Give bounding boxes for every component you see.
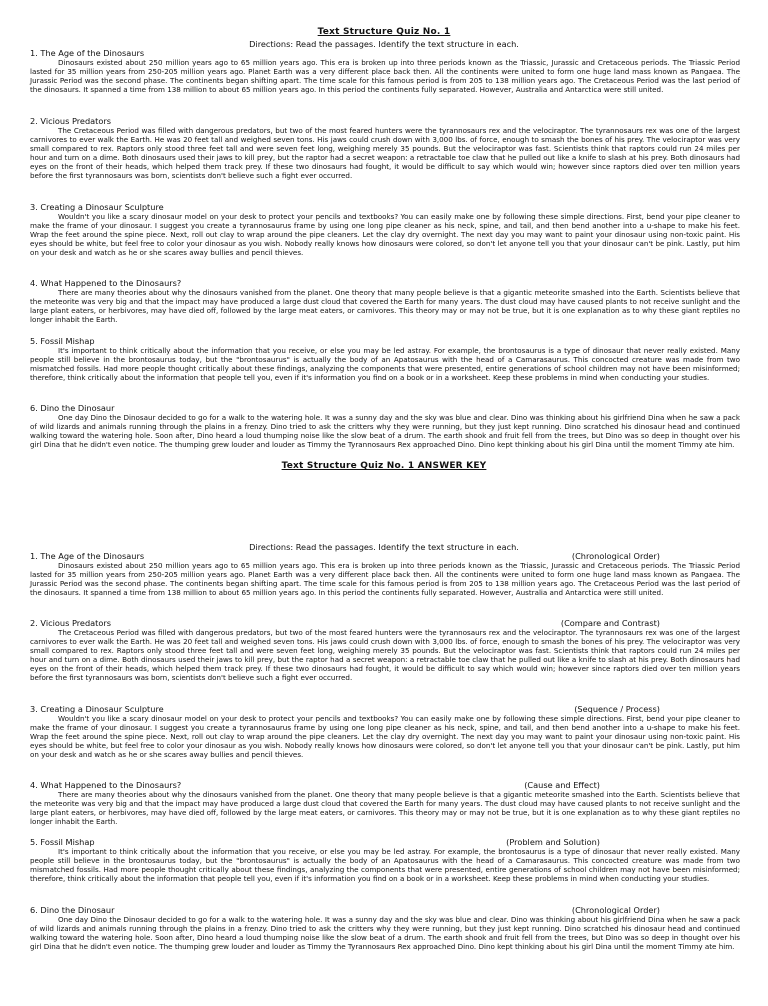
answer-label: (Compare and Contrast) (560, 618, 660, 628)
section-heading: 1. The Age of the Dinosaurs (30, 48, 145, 58)
section-paragraph: Dinosaurs existed about 250 million years ago to 65 million years ago. This era is broken up into three periods known as the Triassic, Jurassic and Cretaceous periods. The Triassic Period lasted for 35 million years from 250-205 million years ago. Planet Earth was a very different place back then. All the continents were united to form one huge land mass known as Pangaea. The Jurassic Period was the second phase. The continents began shifting apart. The time scale for this famous period is from 205 to 138 million years ago. The Cretaceous Period was the last period of the dinosaurs. It spanned a time from 138 million to about 65 million years ago. In this period the continents fully separated. However, Australia and Antarctica were still united. (30, 561, 740, 598)
section-paragraph: One day Dino the Dinosaur decided to go for a walk to the watering hole. It was a sunny day and the sky was blue and clear. Dino was thinking about his girlfriend Dina when he saw a pack of wild lizards and animals running through the plains in a frenzy. Dino tried to ask the critters why they were running, but they just kept running. Dino scratched his dinosaur head and continued walking toward the watering hole. Soon after, Dino heard a loud thumping noise like the slow beat of a drum. The earth shook and fruit fell from the trees, but Dino was so deep in thought over his girl Dina that he didn't even notice. The thumping grew louder and louder as Timmy the Tyrannosaurs Rex approached Dino. Dino kept thinking about his girl Dina until the moment Timmy ate him. (30, 915, 740, 952)
quiz-section-2 (30, 116, 740, 180)
quiz-directions: Directions: Read the passages. Identify the text structure in each. (249, 39, 519, 49)
answer-label: (Chronological Order) (571, 905, 660, 915)
section-heading: 6. Dino the Dinosaur (30, 403, 115, 413)
section-heading: 2. Vicious Predators (Compare and Contrast) (30, 618, 660, 628)
section-heading: 2. Vicious Predators (30, 116, 112, 126)
answer-label: (Cause and Effect) (524, 780, 600, 790)
answer-label: (Problem and Solution) (506, 837, 600, 847)
answer-key-title: Text Structure Quiz No. 1 ANSWER KEY (281, 461, 487, 471)
section-paragraph: Wouldn't you like a scary dinosaur model on your desk to protect your pencils and textbooks? You can easily make one by following these simple directions. First, bend your pipe cleaner to make the frame of your dinosaur. I suggest you create a tyrannosaurus frame by using one long pipe cleaner as his neck, spine, and tail, and then bend another into a u-shape to make his feet. Wrap the feet around the spine piece. Next, roll out clay to wrap around the pipe cleaners. Let the clay dry overnight. The next day you may want to paint your dinosaur using non-toxic paint. His eyes should be white, but feel free to color your dinosaur as you wish. Nobody really knows how dinosaurs were colored, so don't let anyone tell you that your dinosaur can't be pink. Lastly, put him on your desk and watch as he or she scares away bullies and pencil thieves. (30, 212, 740, 258)
section-paragraph: Dinosaurs existed about 250 million years ago to 65 million years ago. This era is broken up into three periods known as the Triassic, Jurassic and Cretaceous periods. The Triassic Period lasted for 35 million years from 250-205 million years ago. Planet Earth was a very different place back then. All the continents were united to form one huge land mass known as Pangaea. The Jurassic Period was the second phase. The continents began shifting apart. The time scale for this famous period is from 205 to 138 million years ago. The Cretaceous Period was the last period of the dinosaurs. It spanned a time from 138 million to about 65 million years ago. In this period the continents fully separated. However, Australia and Antarctica were still united. (30, 58, 740, 95)
section-paragraph: Wouldn't you like a scary dinosaur model on your desk to protect your pencils and textbooks? You can easily make one by following these simple directions. First, bend your pipe cleaner to make the frame of your dinosaur. I suggest you create a tyrannosaurus frame by using one long pipe cleaner as his neck, spine, and tail, and then bend another into a u-shape to make his feet. Wrap the feet around the spine piece. Next, roll out clay to wrap around the pipe cleaners. Let the clay dry overnight. The next day you may want to paint your dinosaur using non-toxic paint. His eyes should be white, but feel free to color your dinosaur as you wish. Nobody really knows how dinosaurs were colored, so don't let anyone tell you that your dinosaur can't be pink. Lastly, put him on your desk and watch as he or she scares away bullies and pencil thieves. (30, 714, 740, 760)
section-heading: 5. Fossil Mishap (30, 336, 95, 346)
quiz-section-1 (30, 48, 740, 94)
key-directions: Directions: Read the passages. Identify the text structure in each. (249, 542, 519, 552)
section-heading: 3. Creating a Dinosaur Sculpture (30, 202, 164, 212)
key-section-4 (30, 780, 740, 826)
section-paragraph: It's important to think critically about the information that you receive, or else you may be led astray. For example, the brontosaurus is a type of dinosaur that never really existed. Many people still believe in the brontosaurus today, but the "brontosaurus" is actually the body of an Apatosaurus with the head of a Camarasaurus. This concocted creature was made from two mismatched fossils. Had more people thought critically about these findings, analyzing the components that were presented, entire generations of school children may not have been misinformed; therefore, think critically about the information that people tell you, even if it's information you find on a book or in a worksheet. Keep these problems in mind when conducting your studies. (30, 847, 740, 884)
key-section-6 (30, 905, 740, 951)
quiz-title: Text Structure Quiz No. 1 (317, 27, 451, 37)
section-heading: 4. What Happened to the Dinosaurs? (Cause and Effect) (30, 780, 600, 790)
key-section-5 (30, 837, 740, 883)
section-heading: 1. The Age of the Dinosaurs (Chronological Order) (30, 551, 660, 561)
section-paragraph: There are many theories about why the dinosaurs vanished from the planet. One theory that many people believe is that a gigantic meteorite smashed into the Earth. Scientists believe that the meteorite was very big and that the impact may have produced a large dust cloud that covered the Earth for many years. The dust cloud may have caused plants to not receive sunlight and the large plant eaters, or herbivores, may have died off, followed by the large meat eaters, or carnivores. This theory may or may not be true, but it is one explanation as to why these giant reptiles no longer inhabit the Earth. (30, 288, 740, 325)
section-heading: 6. Dino the Dinosaur (Chronological Order) (30, 905, 660, 915)
section-paragraph: One day Dino the Dinosaur decided to go for a walk to the watering hole. It was a sunny day and the sky was blue and clear. Dino was thinking about his girlfriend Dina when he saw a pack of wild lizards and animals running through the plains in a frenzy. Dino tried to ask the critters why they were running, but they just kept running. Dino scratched his dinosaur head and continued walking toward the watering hole. Soon after, Dino heard a loud thumping noise like the slow beat of a drum. The earth shook and fruit fell from the trees, but Dino was so deep in thought over his girl Dina that he didn't even notice. The thumping grew louder and louder as Timmy the Tyrannosaurs Rex approached Dino. Dino kept thinking about his girl Dina until the moment Timmy ate him. (30, 413, 740, 450)
section-heading: 4. What Happened to the Dinosaurs? (30, 278, 182, 288)
section-paragraph: The Cretaceous Period was filled with dangerous predators, but two of the most feared hunters were the tyrannosaurs rex and the velociraptor. The tyrannosaurs rex was one of the largest carnivores to ever walk the Earth. He was 20 feet tall and weighed seven tons. His jaws could crush down with 3,000 lbs. of force, enough to smash the bones of his prey. The velociraptor was very small compared to rex. Raptors only stood three feet tall and were seven feet long, weighing merely 35 pounds. But the velociraptor was fast. Scientists think that raptors could run 24 miles per hour and turn on a dime. Both dinosaurs used their jaws to kill prey, but the raptor had a secret weapon: a retractable toe claw that he pulled out like a knife to slash at his prey. Both dinosaurs had eyes on the front of their heads, which helped them track prey. If these two dinosaurs had fought, it would be difficult to say which would win; however since raptors died over ten million years before the first tyrannosaurs was born, scientists don't believe such a fight ever occurred. (30, 628, 740, 683)
quiz-section-5 (30, 336, 740, 382)
section-paragraph: There are many theories about why the dinosaurs vanished from the planet. One theory that many people believe is that a gigantic meteorite smashed into the Earth. Scientists believe that the meteorite was very big and that the impact may have produced a large dust cloud that covered the Earth for many years. The dust cloud may have caused plants to not receive sunlight and the large plant eaters, or herbivores, may have died off, followed by the large meat eaters, or carnivores. This theory may or may not be true, but it is one explanation as to why these giant reptiles no longer inhabit the Earth. (30, 790, 740, 827)
section-heading: 3. Creating a Dinosaur Sculpture (Sequence / Process) (30, 704, 660, 714)
key-section-1 (30, 551, 740, 597)
quiz-section-4 (30, 278, 740, 324)
section-paragraph: The Cretaceous Period was filled with dangerous predators, but two of the most feared hunters were the tyrannosaurs rex and the velociraptor. The tyrannosaurs rex was one of the largest carnivores to ever walk the Earth. He was 20 feet tall and weighed seven tons. His jaws could crush down with 3,000 lbs. of force, enough to smash the bones of his prey. The velociraptor was very small compared to rex. Raptors only stood three feet tall and were seven feet long, weighing merely 35 pounds. But the velociraptor was fast. Scientists think that raptors could run 24 miles per hour and turn on a dime. Both dinosaurs used their jaws to kill prey, but the raptor had a secret weapon: a retractable toe claw that he pulled out like a knife to slash at his prey. Both dinosaurs had eyes on the front of their heads, which helped them track prey. If these two dinosaurs had fought, it would be difficult to say which would win; however since raptors died over ten million years before the first tyrannosaurs was born, scientists don't believe such a fight ever occurred. (30, 126, 740, 181)
answer-label: (Sequence / Process) (574, 704, 660, 714)
section-heading: 5. Fossil Mishap (Problem and Solution) (30, 837, 600, 847)
section-paragraph: It's important to think critically about the information that you receive, or else you may be led astray. For example, the brontosaurus is a type of dinosaur that never really existed. Many people still believe in the brontosaurus today, but the "brontosaurus" is actually the body of an Apatosaurus with the head of a Camarasaurus. This concocted creature was made from two mismatched fossils. Had more people thought critically about these findings, analyzing the components that were presented, entire generations of school children may not have been misinformed; therefore, think critically about the information that people tell you, even if it's information you find on a book or in a worksheet. Keep these problems in mind when conducting your studies. (30, 346, 740, 383)
key-section-3 (30, 704, 740, 759)
quiz-section-3 (30, 202, 740, 257)
quiz-section-6 (30, 403, 740, 449)
answer-label: (Chronological Order) (571, 551, 660, 561)
key-section-2 (30, 618, 740, 682)
